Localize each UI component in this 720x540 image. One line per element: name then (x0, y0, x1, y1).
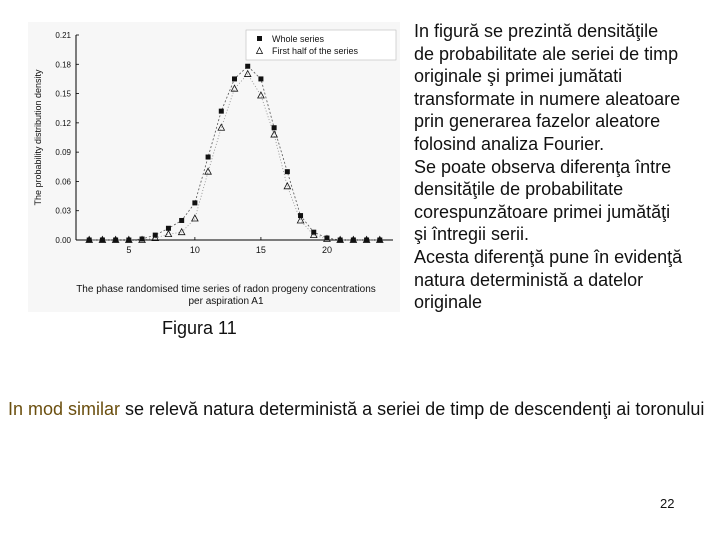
description-line: şi întregii serii. (414, 224, 530, 245)
x-tick-label: 15 (255, 245, 266, 255)
conclusion-paragraph (8, 397, 708, 421)
series-line (89, 74, 380, 240)
description-line: corespunzătoare primei jumătăţi (414, 201, 671, 222)
y-tick-label: 0.15 (55, 89, 71, 99)
description-line: folosind analiza Fourier. (414, 133, 605, 154)
data-point-square (232, 76, 237, 81)
description-line: originale şi primei jumătati (414, 66, 623, 87)
y-tick-label: 0.06 (55, 177, 71, 187)
legend-label: Whole series (272, 34, 325, 44)
legend-marker-square (257, 36, 262, 41)
description-line: Acesta diferenţă pune în evidenţă (414, 246, 683, 267)
series-line (89, 66, 380, 240)
description-line: transformate in numere aleatoare (414, 88, 681, 109)
data-point-triangle (258, 92, 264, 98)
data-point-triangle (231, 85, 237, 91)
x-axis-label-line1: The phase randomised time series of radon progeny concentrations (76, 284, 376, 295)
description-line: Se poate observa diferenţa între (414, 156, 672, 177)
y-tick-label: 0.00 (55, 236, 71, 245)
description-line: natura deterministă a datelor (414, 269, 644, 290)
conclusion-lead: In mod similar (8, 399, 121, 419)
conclusion-rest: se relevă natura deterministă a seriei de timp de descendenţi ai toronului (120, 399, 705, 419)
y-tick-label: 0.03 (55, 206, 71, 216)
description-line: prin generarea fazelor aleatore (414, 111, 661, 132)
description-line: In figură se prezintă densităţile (414, 21, 659, 41)
y-tick-label: 0.09 (55, 148, 71, 158)
data-point-square (179, 218, 184, 223)
description-paragraph (414, 20, 716, 314)
data-point-square (285, 169, 290, 174)
description-line: originale (414, 292, 483, 313)
figure-caption: Figura 11 (162, 318, 237, 338)
data-point-square (219, 109, 224, 114)
legend-label: First half of the series (272, 46, 359, 56)
data-point-square (206, 155, 211, 160)
y-tick-label: 0.21 (55, 31, 71, 40)
data-point-square (245, 64, 250, 69)
data-point-triangle (165, 231, 171, 237)
x-axis-label-line2: per aspiration A1 (188, 296, 264, 307)
page-number: 22 (660, 496, 675, 511)
y-axis-label: The probability distribution density (33, 69, 43, 206)
data-point-square (272, 125, 277, 130)
x-tick-label: 10 (189, 245, 200, 255)
data-point-square (192, 200, 197, 205)
description-line: de probabilitate ale seriei de timp (414, 43, 679, 64)
y-tick-label: 0.12 (55, 118, 71, 128)
data-point-square (258, 76, 263, 81)
chart-svg (28, 22, 400, 312)
description-line: densităţile de probabilitate (414, 179, 624, 200)
data-point-triangle (205, 168, 211, 174)
x-tick-label: 5 (126, 245, 132, 255)
probability-density-chart (28, 22, 400, 312)
x-tick-label: 20 (321, 245, 332, 255)
y-tick-label: 0.18 (55, 60, 71, 70)
data-point-triangle (192, 215, 198, 221)
